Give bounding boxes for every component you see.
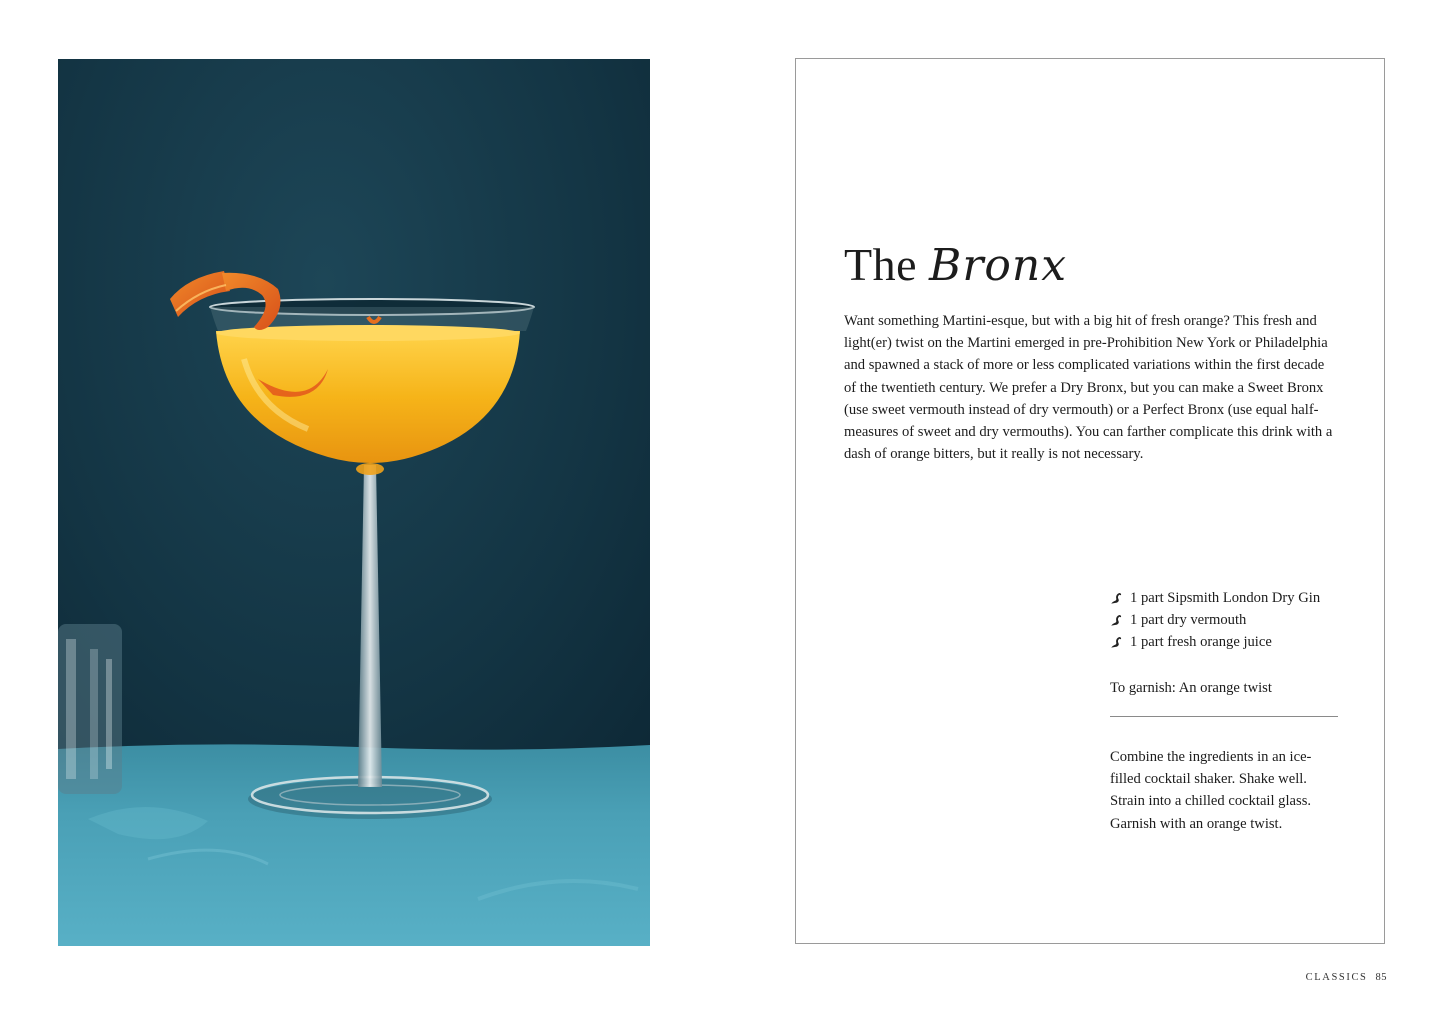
- garnish-text: To garnish: An orange twist: [1110, 679, 1272, 696]
- recipe-title-plain: The: [844, 239, 918, 290]
- ingredient-text: 1 part dry vermouth: [1130, 612, 1247, 629]
- cocktail-illustration: [58, 59, 650, 946]
- ingredient-item: [1110, 609, 1340, 631]
- recipe-title-script: Bronx: [929, 240, 1068, 291]
- ingredient-text: 1 part Sipsmith London Dry Gin: [1130, 590, 1321, 606]
- page-number: 85: [1375, 972, 1387, 983]
- ingredient-list: [1110, 587, 1340, 654]
- recipe-title: [844, 237, 1067, 294]
- recipe-panel: [795, 58, 1385, 944]
- ingredient-item: [1110, 631, 1340, 653]
- ingredient-text: 1 part fresh orange juice: [1130, 634, 1272, 651]
- section-name: CLASSICS: [1305, 972, 1368, 983]
- recipe-box: [1110, 587, 1340, 835]
- ingredient-item: [1110, 587, 1340, 609]
- divider: [1110, 716, 1338, 717]
- tablecloth: [58, 744, 650, 946]
- page-footer: [1306, 972, 1387, 983]
- cocktail-photo: [58, 59, 650, 946]
- swan-icon: [1110, 636, 1123, 649]
- method-text: Combine the ingredients in an ice-filled cocktail shaker. Shake well. Strain into a chilled cocktail glass. Garnish with an orange twist.: [1110, 748, 1312, 832]
- background-glass: [58, 624, 122, 794]
- swan-icon: [1110, 614, 1123, 627]
- recipe-intro: Want something Martini-esque, but with a big hit of fresh orange? This fresh and light(er) twist on the Martini emerged in pre-Prohibition New York or Philadelphia and spawned a stack of more or less complicated variations within the first decade of the twentieth century. We prefer a Dry Bronx, but you can make a Sweet Bronx (use sweet vermouth instead of dry vermouth) or a Perfect Bronx (use equal half-measures of sweet and dry vermouths). You can farther complicate this drink with a dash of orange bitters, but it really is not necessary.: [844, 313, 1333, 463]
- swan-icon: [1110, 592, 1123, 605]
